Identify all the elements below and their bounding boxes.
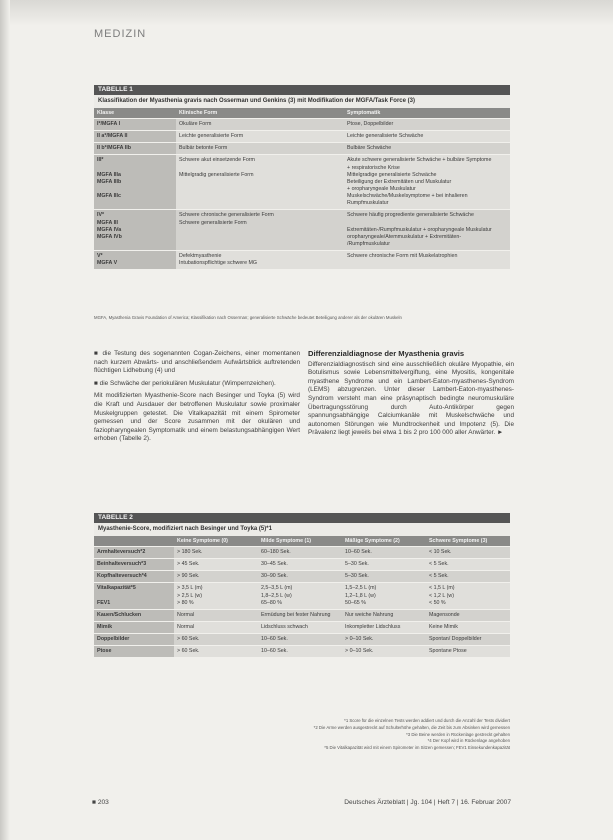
- table2-value-cell: 5–30 Sek.: [342, 571, 426, 583]
- table2-column-header: [94, 536, 174, 547]
- table2-label: TABELLE 2: [94, 513, 510, 523]
- table2-footnote: *3 Die Beine werden in Rückenlage gestreckt gehalten: [406, 731, 510, 737]
- table1-form-cell: Defektmyasthenie Intubationspflichtige schwere MG: [176, 251, 344, 270]
- table2-test-cell: Mimik: [94, 622, 174, 634]
- table2-caption: Myasthenie-Score, modifiziert nach Besinger und Toyka (5)*1: [94, 523, 510, 536]
- table1-column-header: Symptomatik: [344, 108, 510, 119]
- body-text-left-column: [94, 350, 300, 448]
- table2-value-cell: Lidschluss schwach: [258, 622, 342, 634]
- table2-value-cell: Normal: [174, 622, 258, 634]
- table2-value-cell: < 1,5 L (m) < 1,2 L (w) < 50 %: [426, 583, 510, 609]
- table2-value-cell: 30–90 Sek.: [258, 571, 342, 583]
- table2-value-cell: > 3,5 L (m) > 2,5 L (w) > 80 %: [174, 583, 258, 609]
- table2-value-cell: > 0–10 Sek.: [342, 646, 426, 658]
- table2-grid: [94, 536, 510, 658]
- journal-citation: Deutsches Ärzteblatt | Jg. 104 | Heft 7 | 16. Februar 2007: [344, 799, 511, 806]
- table1-footnote: MGFA, Myasthenia Gravis Foundation of America; Klassifikation nach Osserman; generalisierte Schwäche bedeutet Beteiligung anderer als der okulären Muskeln: [94, 315, 402, 320]
- bullet-periocular: ■ die Schwäche der periokulären Muskulatur (Wimpernzeichen).: [94, 379, 276, 387]
- table2-test-cell: Vitalkapazität*5 FEV1: [94, 583, 174, 609]
- table2-value-cell: 1,5–2,5 L (m) 1,2–1,8 L (w) 50–65 %: [342, 583, 426, 609]
- continue-arrow-icon: ►: [497, 429, 504, 437]
- table1-symptom-cell: Leichte generalisierte Schwäche: [344, 131, 510, 143]
- table1-class-cell: II b*/MGFA IIb: [94, 143, 176, 155]
- table1-symptom-cell: Ptose, Doppelbilder: [344, 119, 510, 131]
- table2-test-cell: Beinhalteversuch*3: [94, 559, 174, 571]
- table2-value-cell: > 180 Sek.: [174, 547, 258, 559]
- table2-footnote: *4 Der Kopf wird in Rückenlage angehoben: [427, 738, 510, 744]
- table2-value-cell: Inkompletter Lidschluss: [342, 622, 426, 634]
- table1-form-cell: Okuläre Form: [176, 119, 344, 131]
- table2-value-cell: > 45 Sek.: [174, 559, 258, 571]
- table2-value-cell: Spontane Ptose: [426, 646, 510, 658]
- table2-value-cell: Magensonde: [426, 610, 510, 622]
- table1-class-cell: IV* MGFA III MGFA IVa MGFA IVb: [94, 210, 176, 251]
- section-label: MEDIZIN: [94, 28, 147, 40]
- table2-value-cell: Ermüdung bei fester Nahrung: [258, 610, 342, 622]
- table2-value-cell: > 90 Sek.: [174, 571, 258, 583]
- table2-value-cell: 10–60 Sek.: [258, 646, 342, 658]
- differential-diagnosis-paragraph: [308, 361, 514, 438]
- table1-class-cell: III* MGFA IIIa MGFA IIIb MGFA IIIc: [94, 155, 176, 210]
- table2-test-cell: Kauen/Schlucken: [94, 610, 174, 622]
- table1-symptom-cell: Schwere häufig progrediente generalisierte Schwäche Extremitäten-/Rumpfmuskulatur + oropharyngeale Muskulatur oropharyngeale/Atemmuskulatur + Extremitäten- /Rumpfmuskulatur: [344, 210, 510, 251]
- bullet-cogan: ■ die Testung des sogenannten Cogan-Zeichens, einer momentanen nach kurzem Abwärts- und anschließendem Aufwärtsblick auftretenden flüchtigen Lidhebung (4) und: [94, 350, 300, 375]
- body-text-right-column: [308, 350, 514, 442]
- table2-value-cell: 2,5–3,5 L (m) 1,8–2,5 L (w) 65–80 %: [258, 583, 342, 609]
- table2-value-cell: < 5 Sek.: [426, 559, 510, 571]
- myasthenia-score-table: [94, 513, 510, 658]
- table1-label: TABELLE 1: [94, 85, 510, 95]
- table1-symptom-cell: Bulbäre Schwäche: [344, 143, 510, 155]
- table2-column-header: Schwere Symptome (3): [426, 536, 510, 547]
- table2-value-cell: > 60 Sek.: [174, 646, 258, 658]
- table1-class-cell: V* MGFA V: [94, 251, 176, 270]
- table1-class-cell: I*/MGFA I: [94, 119, 176, 131]
- table1-caption: Klassifikation der Myasthenia gravis nach Osserman und Genkins (3) mit Modifikation der MGFA/Task Force (3): [94, 95, 510, 108]
- table2-value-cell: < 5 Sek.: [426, 571, 510, 583]
- table2-column-header: Mäßige Symptome (2): [342, 536, 426, 547]
- table2-value-cell: 60–180 Sek.: [258, 547, 342, 559]
- table2-value-cell: 10–60 Sek.: [258, 634, 342, 646]
- page-top-shadow: [0, 0, 613, 26]
- table1-form-cell: Leichte generalisierte Form: [176, 131, 344, 143]
- table2-footnote: *2 Die Arme werden ausgestreckt auf Schulterhöhe gehalten, die Zeit bis zum Absinken wird gemessen: [313, 724, 510, 730]
- table1-column-header: Klinische Form: [176, 108, 344, 119]
- table2-footnotes: [94, 718, 510, 752]
- table2-test-cell: Ptose: [94, 646, 174, 658]
- classification-table: [94, 85, 510, 270]
- table2-value-cell: > 60 Sek.: [174, 634, 258, 646]
- table2-value-cell: 10–60 Sek.: [342, 547, 426, 559]
- table2-value-cell: > 0–10 Sek.: [342, 634, 426, 646]
- table2-column-header: Keine Symptome (0): [174, 536, 258, 547]
- table1-form-cell: Schwere chronische generalisierte Form Schwere generalisierte Form: [176, 210, 344, 251]
- table1-class-cell: II a*/MGFA II: [94, 131, 176, 143]
- table1-symptom-cell: Akute schwere generalisierte Schwäche + bulbäre Symptome + respiratorische Krise Mittelgradige generalisierte Schwäche Beteiligung der Extremitäten und Muskulatur + oropharyngeale Muskulatur Muskelschwäche/Muskelsymptome + bei inhalieren Rumpfmuskulatur: [344, 155, 510, 210]
- table2-value-cell: Normal: [174, 610, 258, 622]
- table2-footnote: *5 Die Vitalkapazität wird mit einem Spirometer im Sitzen gemessen; FEV1 Einsekundenkapazität: [324, 745, 510, 751]
- table2-value-cell: Nur weiche Nahrung: [342, 610, 426, 622]
- score-paragraph: Mit modifizierten Myasthenie-Score nach Besinger und Toyka (5) wird die Kraft und Ausdauer der betroffenen Muskulatur sowie proximaler Muskelgruppen getestet. Die Vitalkapazität mit einem Spirometer gemessen und der Score zusammen mit der okulären und faziopharyngealen Symptomatik und einem belastungsabhängigen Wert erhoben (Tabelle 2).: [94, 392, 300, 443]
- table1-form-cell: Schwere akut einsetzende Form Mittelgradig generalisierte Form: [176, 155, 344, 210]
- table1-grid: [94, 108, 510, 270]
- table2-value-cell: Keine Mimik: [426, 622, 510, 634]
- table1-form-cell: Bulbär betonte Form: [176, 143, 344, 155]
- table2-test-cell: Armhalteversuch*2: [94, 547, 174, 559]
- table2-value-cell: < 10 Sek.: [426, 547, 510, 559]
- table1-column-header: Klasse: [94, 108, 176, 119]
- table2-value-cell: 30–45 Sek.: [258, 559, 342, 571]
- table2-value-cell: 5–30 Sek.: [342, 559, 426, 571]
- table2-test-cell: Doppelbilder: [94, 634, 174, 646]
- differential-diagnosis-text: Differenzialdiagnostisch sind eine ausschließlich okuläre Myopathie, ein Botulismus sowie Lebensmittelvergiftung, eine Myositis, kongenitale myasthene Syndrome und ein Lambert-Eaton-myasthenes-Syndrom (LEMS) abzugrenzen. Unter dieser Lambert-Eaton-myasthenes-Syndrom versteht man eine präsynaptisch bedingte neuromuskuläre Übertragungsstörung durch Auto-Antikörper gegen spannungsabhängige Calciumkanäle mit Muskelschwäche und autonomen Störungen wie Mundtrockenheit und Impotenz (5). Die Prävalenz liegt jeweils bei etwa 1 bis 2 pro 100 000 aller Anwärter.: [308, 360, 514, 437]
- page-number: ■ 203: [92, 799, 109, 806]
- table2-column-header: Milde Symptome (1): [258, 536, 342, 547]
- table2-value-cell: Spontan/ Doppelbilder: [426, 634, 510, 646]
- table2-footnote: *1 Score für die einzelnen Tests werden addiert und durch die Anzahl der Tests dividiert: [344, 718, 510, 723]
- table1-symptom-cell: Schwere chronische Form mit Muskelatrophien: [344, 251, 510, 270]
- differential-diagnosis-heading: Differenzialdiagnose der Myasthenia gravis: [308, 349, 465, 358]
- page-left-shadow: [0, 0, 10, 840]
- table2-test-cell: Kopfhalteversuch*4: [94, 571, 174, 583]
